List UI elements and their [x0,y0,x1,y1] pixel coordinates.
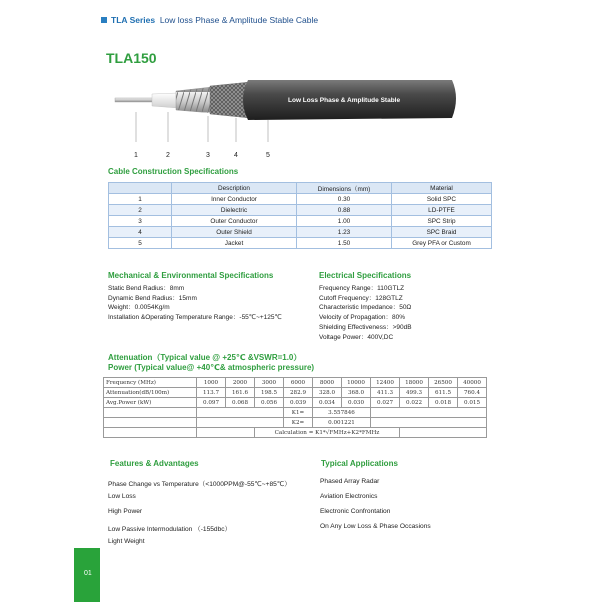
table-row: 3 Outer Conductor 1.00 SPC Strip [109,216,492,227]
callout-2: 2 [166,152,170,159]
applications-heading: Typical Applications [321,459,398,468]
table-row: Attenuation(dB/100m) 113.7 161.6 198.5 282.9 328.0 368.0 411.3 499.3 611.5 760.4 [104,388,487,398]
table-header-row [109,183,492,194]
product-title: TLA150 [106,50,157,66]
bullet-square-icon [101,17,107,23]
series-name: TLA Series [111,15,156,25]
construction-heading: Cable Construction Specifications [108,167,239,176]
table-row: K1= 3.557846 [104,408,487,418]
feature-item: Low Passive Intermodulation （-155dbc） [108,526,232,533]
attenuation-table [103,377,487,438]
col-dimensions: Dimensions（mm) [297,183,392,194]
callout-3: 3 [206,152,210,159]
feature-item: High Power [108,508,143,515]
spec-line: Dynamic Bend Radius：15mm [108,294,197,302]
table-row: 2 Dielectric 0.88 LD-PTFE [109,205,492,216]
power-heading: Power (Typical value@ +40℃& atmospheric pressure) [108,363,315,372]
table-row: 4 Outer Shield 1.23 SPC Braid [109,227,492,238]
mechanical-heading: Mechanical & Environmental Specifications [108,271,274,280]
application-item: Electronic Confrontation [320,508,391,515]
electrical-heading: Electrical Specifications [319,271,412,280]
table-row: Avg.Power (kW) 0.097 0.068 0.056 0.039 0.034 0.030 0.027 0.022 0.018 0.015 [104,398,487,408]
spec-line: Weight：0.0054Kg/m [108,304,170,312]
spec-line: Characteristic Impedance：50Ω [319,304,412,312]
application-item: Aviation Electronics [320,493,378,500]
feature-item: Phase Change vs Temperature（<1000PPM@-55℃~+85℃） [108,481,291,488]
callout-5: 5 [266,152,270,159]
construction-table [108,182,492,249]
table-row [104,428,487,438]
col-index [109,183,172,194]
feature-item: Low Loss [108,493,136,500]
spec-line: Static Bend Radius：8mm [108,285,185,292]
spec-line: Velocity of Propagation：80% [319,314,405,322]
spec-line: Shielding Effectiveness：>90dB [319,323,412,331]
mechanical-specs [108,284,282,323]
attenuation-heading: Attenuation（Typical value @ +25℃ &VSWR=1.0） [108,353,302,362]
col-material: Material [392,183,492,194]
application-item: Phased Array Radar [320,478,380,485]
table-row: K2= 0.001221 [104,418,487,428]
spec-line: Cutoff Frequency：128GTLZ [319,294,403,302]
feature-item: Light Weight [108,538,145,545]
inner-conductor [115,98,155,102]
callout-4: 4 [234,152,238,159]
col-description: Description [172,183,297,194]
dielectric [152,93,178,108]
cable-illustration [100,72,470,142]
table-row: Frequency (MHz) 1000 2000 3000 6000 8000 10000 12400 18000 26500 40000 [104,378,487,388]
spec-line: Voltage Power：400V,DC [319,333,394,341]
table-row: 1 Inner Conductor 0.30 Solid SPC [109,194,492,205]
table-row: 5 Jacket 1.50 Grey PFA or Custom [109,238,492,249]
series-subtitle: Low loss Phase & Amplitude Stable Cable [159,15,319,25]
calculation-formula: Calculation = K1*√FMHz+K2*FMHz [255,428,400,438]
electrical-specs [319,284,412,342]
page-header [101,15,318,25]
spec-line: Installation &Operating Temperature Range：-55℃~+125℃ [108,314,282,322]
features-heading: Features & Advantages [110,459,199,468]
callout-1: 1 [134,152,138,159]
spec-line: Frequency Range：110GTLZ [319,285,405,292]
page-number: 01 [84,570,92,577]
application-item: On Any Low Loss & Phase Occasions [320,523,431,530]
outer-conductor-strip [176,87,212,113]
jacket-print: Low Loss Phase & Amplitude Stable [288,97,401,104]
